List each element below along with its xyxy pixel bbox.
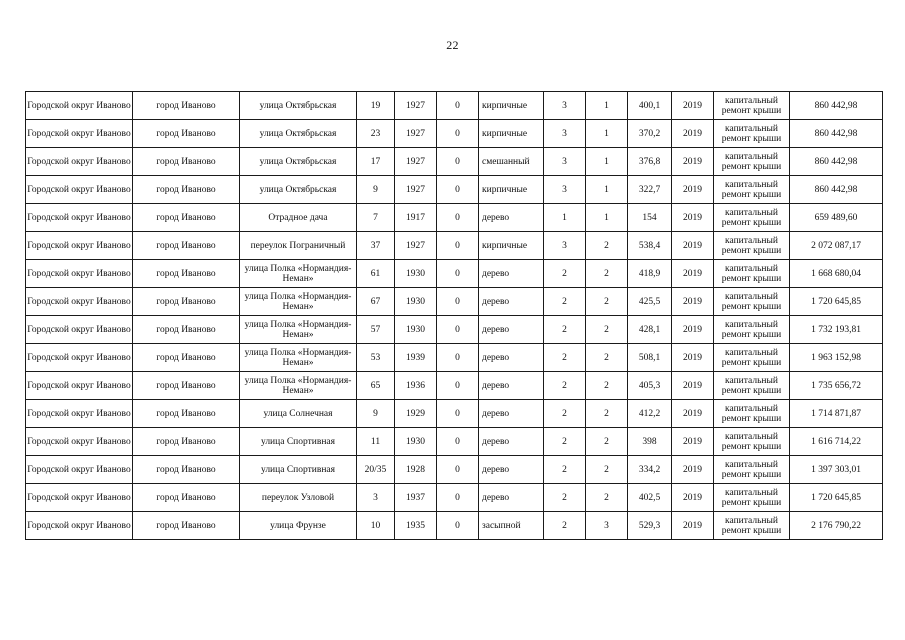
build-year-cell: 1927 <box>395 92 437 120</box>
street-cell: улица Спортивная <box>240 428 357 456</box>
page-number: 22 <box>446 38 459 52</box>
floors-cell: 2 <box>544 512 586 540</box>
zero-cell: 0 <box>437 204 479 232</box>
work-type-cell: капитальный ремонт крыши <box>714 260 790 288</box>
wall-material-cell: дерево <box>479 428 544 456</box>
year-cell: 2019 <box>672 344 714 372</box>
floors-cell: 3 <box>544 120 586 148</box>
floors-cell: 2 <box>544 428 586 456</box>
municipality-cell: Городской округ Иваново <box>26 512 133 540</box>
wall-material-cell: дерево <box>479 372 544 400</box>
floors-cell: 2 <box>544 456 586 484</box>
table-row <box>26 92 883 120</box>
year-cell: 2019 <box>672 120 714 148</box>
zero-cell: 0 <box>437 372 479 400</box>
municipality-cell: Городской округ Иваново <box>26 260 133 288</box>
housing-repair-table <box>25 91 883 540</box>
wall-material-cell: дерево <box>479 344 544 372</box>
entrances-cell: 2 <box>586 372 628 400</box>
area-cell: 400,1 <box>628 92 672 120</box>
house-number-cell: 17 <box>357 148 395 176</box>
street-cell: улица Октябрьская <box>240 120 357 148</box>
zero-cell: 0 <box>437 316 479 344</box>
wall-material-cell: дерево <box>479 400 544 428</box>
street-cell: Отрадное дача <box>240 204 357 232</box>
work-type-cell: капитальный ремонт крыши <box>714 428 790 456</box>
street-cell: улица Полка «Нормандия-Неман» <box>240 344 357 372</box>
house-number-cell: 61 <box>357 260 395 288</box>
wall-material-cell: смешанный <box>479 148 544 176</box>
build-year-cell: 1927 <box>395 120 437 148</box>
build-year-cell: 1930 <box>395 260 437 288</box>
table-row <box>26 204 883 232</box>
cost-cell: 2 176 790,22 <box>790 512 883 540</box>
floors-cell: 2 <box>544 260 586 288</box>
cost-cell: 860 442,98 <box>790 120 883 148</box>
table-row <box>26 372 883 400</box>
house-number-cell: 3 <box>357 484 395 512</box>
municipality-cell: Городской округ Иваново <box>26 176 133 204</box>
floors-cell: 3 <box>544 92 586 120</box>
table-row <box>26 316 883 344</box>
work-type-cell: капитальный ремонт крыши <box>714 344 790 372</box>
municipality-cell: Городской округ Иваново <box>26 344 133 372</box>
area-cell: 428,1 <box>628 316 672 344</box>
wall-material-cell: дерево <box>479 260 544 288</box>
build-year-cell: 1930 <box>395 428 437 456</box>
wall-material-cell: кирпичные <box>479 120 544 148</box>
wall-material-cell: кирпичные <box>479 176 544 204</box>
street-cell: улица Октябрьская <box>240 92 357 120</box>
house-number-cell: 67 <box>357 288 395 316</box>
area-cell: 334,2 <box>628 456 672 484</box>
municipality-cell: Городской округ Иваново <box>26 484 133 512</box>
house-number-cell: 37 <box>357 232 395 260</box>
street-cell: улица Спортивная <box>240 456 357 484</box>
zero-cell: 0 <box>437 484 479 512</box>
entrances-cell: 2 <box>586 456 628 484</box>
area-cell: 402,5 <box>628 484 672 512</box>
settlement-cell: город Иваново <box>133 260 240 288</box>
table-body <box>26 92 883 540</box>
wall-material-cell: дерево <box>479 204 544 232</box>
floors-cell: 3 <box>544 148 586 176</box>
settlement-cell: город Иваново <box>133 176 240 204</box>
work-type-cell: капитальный ремонт крыши <box>714 176 790 204</box>
house-number-cell: 23 <box>357 120 395 148</box>
house-number-cell: 11 <box>357 428 395 456</box>
floors-cell: 2 <box>544 288 586 316</box>
zero-cell: 0 <box>437 176 479 204</box>
entrances-cell: 2 <box>586 260 628 288</box>
table-row <box>26 260 883 288</box>
entrances-cell: 2 <box>586 484 628 512</box>
municipality-cell: Городской округ Иваново <box>26 232 133 260</box>
work-type-cell: капитальный ремонт крыши <box>714 372 790 400</box>
municipality-cell: Городской округ Иваново <box>26 92 133 120</box>
street-cell: улица Солнечная <box>240 400 357 428</box>
settlement-cell: город Иваново <box>133 288 240 316</box>
wall-material-cell: засыпной <box>479 512 544 540</box>
area-cell: 418,9 <box>628 260 672 288</box>
table-row <box>26 176 883 204</box>
zero-cell: 0 <box>437 288 479 316</box>
settlement-cell: город Иваново <box>133 92 240 120</box>
area-cell: 412,2 <box>628 400 672 428</box>
cost-cell: 860 442,98 <box>790 176 883 204</box>
year-cell: 2019 <box>672 232 714 260</box>
house-number-cell: 9 <box>357 176 395 204</box>
house-number-cell: 65 <box>357 372 395 400</box>
zero-cell: 0 <box>437 400 479 428</box>
settlement-cell: город Иваново <box>133 120 240 148</box>
street-cell: улица Октябрьская <box>240 148 357 176</box>
area-cell: 376,8 <box>628 148 672 176</box>
table-row <box>26 120 883 148</box>
zero-cell: 0 <box>437 120 479 148</box>
floors-cell: 2 <box>544 484 586 512</box>
area-cell: 398 <box>628 428 672 456</box>
year-cell: 2019 <box>672 372 714 400</box>
house-number-cell: 7 <box>357 204 395 232</box>
work-type-cell: капитальный ремонт крыши <box>714 316 790 344</box>
cost-cell: 1 720 645,85 <box>790 484 883 512</box>
year-cell: 2019 <box>672 484 714 512</box>
house-number-cell: 9 <box>357 400 395 428</box>
table-row <box>26 512 883 540</box>
wall-material-cell: дерево <box>479 484 544 512</box>
table-row <box>26 344 883 372</box>
work-type-cell: капитальный ремонт крыши <box>714 148 790 176</box>
entrances-cell: 2 <box>586 344 628 372</box>
build-year-cell: 1928 <box>395 456 437 484</box>
year-cell: 2019 <box>672 204 714 232</box>
settlement-cell: город Иваново <box>133 316 240 344</box>
build-year-cell: 1927 <box>395 176 437 204</box>
municipality-cell: Городской округ Иваново <box>26 372 133 400</box>
wall-material-cell: кирпичные <box>479 232 544 260</box>
build-year-cell: 1929 <box>395 400 437 428</box>
table-row <box>26 484 883 512</box>
work-type-cell: капитальный ремонт крыши <box>714 288 790 316</box>
floors-cell: 2 <box>544 372 586 400</box>
cost-cell: 860 442,98 <box>790 148 883 176</box>
build-year-cell: 1936 <box>395 372 437 400</box>
settlement-cell: город Иваново <box>133 372 240 400</box>
table-row <box>26 288 883 316</box>
cost-cell: 659 489,60 <box>790 204 883 232</box>
build-year-cell: 1927 <box>395 232 437 260</box>
floors-cell: 1 <box>544 204 586 232</box>
area-cell: 538,4 <box>628 232 672 260</box>
house-number-cell: 19 <box>357 92 395 120</box>
municipality-cell: Городской округ Иваново <box>26 288 133 316</box>
area-cell: 425,5 <box>628 288 672 316</box>
zero-cell: 0 <box>437 344 479 372</box>
year-cell: 2019 <box>672 428 714 456</box>
table-row <box>26 456 883 484</box>
settlement-cell: город Иваново <box>133 400 240 428</box>
area-cell: 154 <box>628 204 672 232</box>
area-cell: 529,3 <box>628 512 672 540</box>
entrances-cell: 2 <box>586 232 628 260</box>
year-cell: 2019 <box>672 288 714 316</box>
zero-cell: 0 <box>437 428 479 456</box>
municipality-cell: Городской округ Иваново <box>26 204 133 232</box>
year-cell: 2019 <box>672 512 714 540</box>
street-cell: улица Октябрьская <box>240 176 357 204</box>
floors-cell: 2 <box>544 400 586 428</box>
year-cell: 2019 <box>672 176 714 204</box>
year-cell: 2019 <box>672 92 714 120</box>
settlement-cell: город Иваново <box>133 428 240 456</box>
street-cell: улица Полка «Нормандия-Неман» <box>240 372 357 400</box>
year-cell: 2019 <box>672 456 714 484</box>
house-number-cell: 20/35 <box>357 456 395 484</box>
municipality-cell: Городской округ Иваново <box>26 456 133 484</box>
cost-cell: 1 668 680,04 <box>790 260 883 288</box>
floors-cell: 2 <box>544 316 586 344</box>
municipality-cell: Городской округ Иваново <box>26 400 133 428</box>
street-cell: улица Полка «Нормандия-Неман» <box>240 260 357 288</box>
zero-cell: 0 <box>437 456 479 484</box>
settlement-cell: город Иваново <box>133 456 240 484</box>
table-row <box>26 400 883 428</box>
work-type-cell: капитальный ремонт крыши <box>714 232 790 260</box>
entrances-cell: 2 <box>586 400 628 428</box>
street-cell: переулок Узловой <box>240 484 357 512</box>
cost-cell: 1 397 303,01 <box>790 456 883 484</box>
entrances-cell: 2 <box>586 316 628 344</box>
work-type-cell: капитальный ремонт крыши <box>714 92 790 120</box>
area-cell: 322,7 <box>628 176 672 204</box>
zero-cell: 0 <box>437 260 479 288</box>
municipality-cell: Городской округ Иваново <box>26 120 133 148</box>
zero-cell: 0 <box>437 148 479 176</box>
entrances-cell: 1 <box>586 92 628 120</box>
entrances-cell: 1 <box>586 176 628 204</box>
cost-cell: 2 072 087,17 <box>790 232 883 260</box>
house-number-cell: 57 <box>357 316 395 344</box>
floors-cell: 3 <box>544 232 586 260</box>
settlement-cell: город Иваново <box>133 232 240 260</box>
work-type-cell: капитальный ремонт крыши <box>714 512 790 540</box>
work-type-cell: капитальный ремонт крыши <box>714 204 790 232</box>
entrances-cell: 2 <box>586 288 628 316</box>
wall-material-cell: дерево <box>479 456 544 484</box>
wall-material-cell: дерево <box>479 316 544 344</box>
street-cell: улица Полка «Нормандия-Неман» <box>240 316 357 344</box>
entrances-cell: 1 <box>586 120 628 148</box>
entrances-cell: 1 <box>586 148 628 176</box>
street-cell: улица Фрунзе <box>240 512 357 540</box>
settlement-cell: город Иваново <box>133 512 240 540</box>
work-type-cell: капитальный ремонт крыши <box>714 120 790 148</box>
cost-cell: 1 963 152,98 <box>790 344 883 372</box>
municipality-cell: Городской округ Иваново <box>26 316 133 344</box>
settlement-cell: город Иваново <box>133 148 240 176</box>
build-year-cell: 1927 <box>395 148 437 176</box>
cost-cell: 1 720 645,85 <box>790 288 883 316</box>
cost-cell: 1 732 193,81 <box>790 316 883 344</box>
zero-cell: 0 <box>437 92 479 120</box>
house-number-cell: 53 <box>357 344 395 372</box>
settlement-cell: город Иваново <box>133 484 240 512</box>
year-cell: 2019 <box>672 148 714 176</box>
build-year-cell: 1930 <box>395 316 437 344</box>
table-row <box>26 148 883 176</box>
area-cell: 370,2 <box>628 120 672 148</box>
municipality-cell: Городской округ Иваново <box>26 148 133 176</box>
area-cell: 405,3 <box>628 372 672 400</box>
year-cell: 2019 <box>672 316 714 344</box>
wall-material-cell: кирпичные <box>479 92 544 120</box>
year-cell: 2019 <box>672 260 714 288</box>
cost-cell: 860 442,98 <box>790 92 883 120</box>
entrances-cell: 3 <box>586 512 628 540</box>
build-year-cell: 1930 <box>395 288 437 316</box>
municipality-cell: Городской округ Иваново <box>26 428 133 456</box>
street-cell: улица Полка «Нормандия-Неман» <box>240 288 357 316</box>
build-year-cell: 1937 <box>395 484 437 512</box>
cost-cell: 1 735 656,72 <box>790 372 883 400</box>
build-year-cell: 1935 <box>395 512 437 540</box>
street-cell: переулок Пограничный <box>240 232 357 260</box>
cost-cell: 1 714 871,87 <box>790 400 883 428</box>
floors-cell: 3 <box>544 176 586 204</box>
zero-cell: 0 <box>437 512 479 540</box>
cost-cell: 1 616 714,22 <box>790 428 883 456</box>
entrances-cell: 2 <box>586 428 628 456</box>
area-cell: 508,1 <box>628 344 672 372</box>
build-year-cell: 1939 <box>395 344 437 372</box>
work-type-cell: капитальный ремонт крыши <box>714 400 790 428</box>
table-row <box>26 428 883 456</box>
table-row <box>26 232 883 260</box>
work-type-cell: капитальный ремонт крыши <box>714 456 790 484</box>
house-number-cell: 10 <box>357 512 395 540</box>
build-year-cell: 1917 <box>395 204 437 232</box>
work-type-cell: капитальный ремонт крыши <box>714 484 790 512</box>
year-cell: 2019 <box>672 400 714 428</box>
settlement-cell: город Иваново <box>133 344 240 372</box>
wall-material-cell: дерево <box>479 288 544 316</box>
entrances-cell: 1 <box>586 204 628 232</box>
settlement-cell: город Иваново <box>133 204 240 232</box>
floors-cell: 2 <box>544 344 586 372</box>
zero-cell: 0 <box>437 232 479 260</box>
